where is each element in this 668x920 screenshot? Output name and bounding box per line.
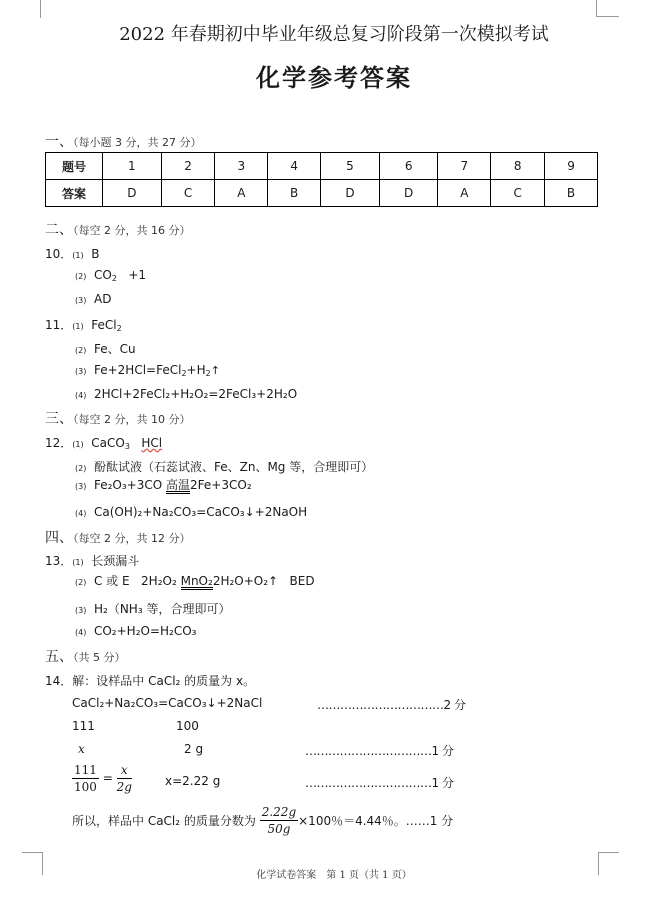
fraction bbox=[117, 762, 132, 795]
table-cell: A bbox=[438, 180, 491, 207]
page-title: 化学参考答案 bbox=[256, 63, 412, 92]
q12-part4 bbox=[75, 505, 307, 519]
exam-title: 2022 年春期初中毕业年级总复习阶段第一次模拟考试 bbox=[119, 24, 549, 45]
subscript: 2 bbox=[181, 369, 187, 378]
table-cell: D bbox=[379, 180, 438, 207]
gas-arrow: ↑ bbox=[210, 364, 220, 377]
part-label: (3) bbox=[75, 606, 87, 615]
answer-text: BED bbox=[289, 574, 315, 588]
fraction bbox=[260, 804, 298, 837]
answer-text: CO bbox=[93, 268, 112, 282]
condition-text: 高温 bbox=[166, 478, 191, 492]
section-label: 四、 bbox=[45, 530, 73, 546]
answer-text: +H bbox=[186, 363, 206, 377]
answer-text: AD bbox=[93, 292, 112, 306]
answer-text: ×100％＝4.44％。……1 分 bbox=[298, 814, 454, 828]
q12-part1 bbox=[45, 434, 162, 451]
q13-part1 bbox=[45, 552, 139, 569]
table-row-questions bbox=[46, 153, 598, 180]
answer-text: Fe+2HCl=FeCl bbox=[93, 363, 182, 377]
q10-part2 bbox=[75, 268, 146, 283]
section-note: （每空 2 分，共 10 分） bbox=[73, 413, 191, 426]
corner-mark-top-right bbox=[596, 0, 619, 17]
answer-text: 2H₂O₂ bbox=[141, 574, 177, 588]
numerator: 2.22g bbox=[261, 805, 297, 819]
page-footer: 化学试卷答案 第 1 页（共 1 页） bbox=[256, 870, 412, 881]
q14-molar-mass-1: 111 bbox=[72, 719, 95, 733]
table-cell: 2 bbox=[161, 153, 215, 180]
table-row-answers bbox=[46, 180, 598, 207]
section-label: 五、 bbox=[45, 649, 73, 665]
q12-part3 bbox=[75, 478, 252, 496]
section-note: （每空 2 分，共 16 分） bbox=[73, 224, 191, 237]
answer-text: 所以，样品中 CaCl₂ 的质量分数为 bbox=[72, 814, 256, 828]
part-label: (3) bbox=[75, 367, 87, 376]
section-1-heading bbox=[45, 131, 201, 151]
q11-part4 bbox=[75, 387, 297, 401]
table-cell: 4 bbox=[268, 153, 321, 180]
corner-mark-top-left bbox=[40, 0, 41, 18]
question-number: 12． bbox=[45, 436, 73, 450]
answer-text: 解：设样品中 CaCl₂ 的质量为 x。 bbox=[72, 674, 256, 688]
table-cell: B bbox=[268, 180, 321, 207]
q13-part2 bbox=[75, 572, 315, 592]
section-4-heading bbox=[45, 527, 190, 547]
section-label: 一、 bbox=[45, 134, 73, 150]
equals-sign: = bbox=[102, 771, 113, 785]
question-number: 11． bbox=[45, 318, 73, 332]
q13-part4 bbox=[75, 624, 196, 638]
q11-part1 bbox=[45, 316, 122, 333]
q10-part3 bbox=[75, 292, 111, 306]
question-number: 10． bbox=[45, 247, 73, 261]
table-cell: D bbox=[103, 180, 162, 207]
answer-text: Ca(OH)₂+Na₂CO₃=CaCO₃↓+2NaOH bbox=[93, 505, 308, 519]
answer-text: CaCO bbox=[91, 436, 125, 450]
score-dots: ……………………………2 分 bbox=[317, 698, 466, 712]
section-note: （共 5 分） bbox=[73, 651, 126, 664]
answer-text: +1 bbox=[128, 268, 147, 282]
score-dots: ……………………………1 分 bbox=[305, 776, 454, 790]
q14-var-x: x bbox=[78, 742, 85, 756]
table-cell: 6 bbox=[379, 153, 438, 180]
section-note: （每小题 3 分，共 27 分） bbox=[73, 136, 202, 149]
table-cell: 8 bbox=[491, 153, 545, 180]
q14-equation: CaCl₂+Na₂CO₃=CaCO₃↓+2NaCl bbox=[72, 696, 263, 710]
subscript: 2 bbox=[205, 369, 211, 378]
table-cell: 7 bbox=[438, 153, 491, 180]
table-cell: 9 bbox=[545, 153, 598, 180]
part-label: (4) bbox=[75, 509, 87, 518]
q14-result: x=2.22 g bbox=[165, 774, 221, 788]
subscript: 2 bbox=[116, 324, 122, 333]
answer-text: H₂（NH₃ 等，合理即可） bbox=[93, 602, 231, 616]
reaction-condition bbox=[166, 479, 190, 496]
q11-part2 bbox=[75, 340, 136, 357]
denominator: 50g bbox=[267, 822, 291, 836]
part-label: (4) bbox=[75, 391, 87, 400]
q14-molar-mass-2: 100 bbox=[176, 719, 199, 733]
table-cell: C bbox=[161, 180, 215, 207]
q11-part3 bbox=[75, 363, 220, 378]
part-label: (1) bbox=[72, 251, 84, 260]
table-cell: 3 bbox=[215, 153, 268, 180]
fraction bbox=[72, 762, 99, 795]
question-number: 13． bbox=[45, 554, 73, 568]
part-label: (1) bbox=[72, 558, 84, 567]
answer-text: Fe、Cu bbox=[93, 342, 136, 356]
part-label: (3) bbox=[75, 296, 87, 305]
part-label: (1) bbox=[72, 322, 84, 331]
denominator: 100 bbox=[74, 780, 97, 794]
answer-text: Fe₂O₃+3CO bbox=[93, 478, 163, 492]
part-label: (2) bbox=[75, 346, 87, 355]
score-dots: ……………………………1 分 bbox=[305, 744, 454, 758]
subscript: 3 bbox=[124, 442, 130, 451]
denominator: 2g bbox=[116, 780, 132, 794]
answer-text: 长颈漏斗 bbox=[91, 554, 140, 568]
table-cell: B bbox=[545, 180, 598, 207]
section-2-heading bbox=[45, 219, 190, 239]
part-label: (4) bbox=[75, 628, 87, 637]
numerator: x bbox=[117, 762, 132, 779]
answer-text: CO₂+H₂O=H₂CO₃ bbox=[93, 624, 197, 638]
q13-part3 bbox=[75, 600, 230, 617]
table-header-question: 题号 bbox=[46, 153, 103, 180]
answer-text: 2H₂O+O₂↑ bbox=[212, 574, 279, 588]
q14-proportion bbox=[72, 762, 132, 795]
reaction-condition bbox=[181, 575, 213, 592]
section-3-heading bbox=[45, 408, 190, 428]
question-number: 14． bbox=[45, 674, 73, 688]
table-cell: A bbox=[215, 180, 268, 207]
part-label: (1) bbox=[72, 440, 84, 449]
answer-text: 2Fe+3CO₂ bbox=[190, 478, 252, 492]
section-label: 三、 bbox=[45, 411, 73, 427]
answer-text: 酚酞试液（石蕊试液、Fe、Zn、Mg 等，合理即可） bbox=[93, 460, 374, 474]
part-label: (3) bbox=[75, 482, 87, 491]
q10-part1 bbox=[45, 245, 100, 262]
answer-text: 2HCl+2FeCl₂+H₂O₂=2FeCl₃+2H₂O bbox=[93, 387, 298, 401]
section-note: （每空 2 分，共 12 分） bbox=[73, 532, 191, 545]
table-cell: 5 bbox=[321, 153, 380, 180]
answer-text: C 或 E bbox=[93, 574, 130, 588]
table-cell: D bbox=[321, 180, 380, 207]
answer-text: HCl bbox=[141, 436, 163, 450]
answer-text: B bbox=[91, 247, 100, 261]
part-label: (2) bbox=[75, 272, 87, 281]
q14-var-mass: 2 g bbox=[184, 742, 204, 756]
table-cell: 1 bbox=[103, 153, 162, 180]
answer-table bbox=[45, 152, 598, 207]
q14-final bbox=[72, 804, 453, 837]
numerator: 111 bbox=[74, 763, 97, 777]
answer-text: FeCl bbox=[91, 318, 117, 332]
section-5-heading bbox=[45, 646, 126, 666]
q12-part2 bbox=[75, 458, 373, 475]
table-cell: C bbox=[491, 180, 545, 207]
section-label: 二、 bbox=[45, 222, 73, 238]
q14-intro bbox=[45, 672, 255, 689]
part-label: (2) bbox=[75, 464, 87, 473]
table-header-answer: 答案 bbox=[46, 180, 103, 207]
part-label: (2) bbox=[75, 578, 87, 587]
subscript: 2 bbox=[111, 274, 117, 283]
condition-text: MnO₂ bbox=[180, 574, 213, 588]
